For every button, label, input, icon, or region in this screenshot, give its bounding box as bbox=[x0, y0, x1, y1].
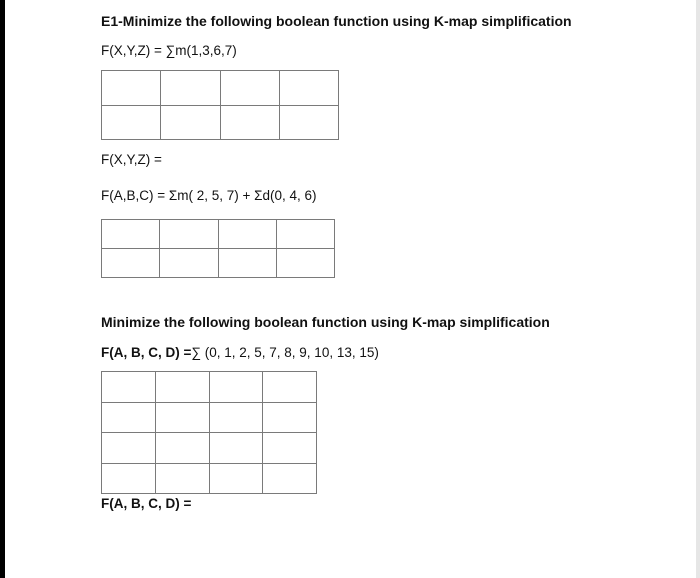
kmap-row bbox=[102, 249, 335, 278]
function2-expression: F(A,B,C) = Σm( 2, 5, 7) + Σd(0, 4, 6) bbox=[101, 188, 317, 203]
kmap-cell[interactable] bbox=[279, 71, 338, 106]
kmap-cell[interactable] bbox=[155, 402, 209, 433]
kmap-3var-2 bbox=[101, 219, 335, 278]
kmap-row bbox=[102, 105, 339, 140]
kmap-cell[interactable] bbox=[102, 71, 161, 106]
kmap-cell[interactable] bbox=[160, 249, 218, 278]
kmap-cell[interactable] bbox=[155, 463, 209, 494]
kmap-cell[interactable] bbox=[220, 71, 279, 106]
kmap-cell[interactable] bbox=[263, 433, 317, 464]
kmap-cell[interactable] bbox=[102, 372, 156, 403]
kmap-cell[interactable] bbox=[279, 105, 338, 140]
kmap-cell[interactable] bbox=[161, 71, 220, 106]
kmap-cell[interactable] bbox=[102, 402, 156, 433]
kmap-cell[interactable] bbox=[263, 402, 317, 433]
kmap-cell[interactable] bbox=[161, 105, 220, 140]
function3-expression bbox=[101, 346, 379, 360]
kmap-cell[interactable] bbox=[276, 220, 334, 249]
kmap-row bbox=[102, 220, 335, 249]
kmap-cell[interactable] bbox=[102, 105, 161, 140]
kmap-cell[interactable] bbox=[276, 249, 334, 278]
kmap-cell[interactable] bbox=[155, 433, 209, 464]
function1-expression: F(X,Y,Z) = ∑m(1,3,6,7) bbox=[101, 43, 237, 58]
kmap-cell[interactable] bbox=[263, 463, 317, 494]
kmap-cell[interactable] bbox=[218, 249, 276, 278]
function3-expression-lhs: F(A, B, C, D) = bbox=[101, 345, 192, 360]
kmap-cell[interactable] bbox=[155, 372, 209, 403]
kmap-cell[interactable] bbox=[102, 220, 160, 249]
kmap-cell[interactable] bbox=[102, 249, 160, 278]
kmap-cell[interactable] bbox=[209, 463, 263, 494]
kmap-cell[interactable] bbox=[102, 463, 156, 494]
kmap-cell[interactable] bbox=[220, 105, 279, 140]
kmap-4var bbox=[101, 371, 317, 494]
kmap-cell[interactable] bbox=[209, 402, 263, 433]
kmap-row bbox=[102, 372, 317, 403]
kmap-row bbox=[102, 402, 317, 433]
kmap-cell[interactable] bbox=[102, 433, 156, 464]
kmap-row bbox=[102, 433, 317, 464]
kmap-row bbox=[102, 463, 317, 494]
kmap-3var-1 bbox=[101, 70, 339, 140]
function3-answer-label: F(A, B, C, D) = bbox=[101, 496, 192, 511]
left-edge-bar bbox=[0, 0, 5, 578]
kmap-row bbox=[102, 71, 339, 106]
right-edge-bar bbox=[696, 0, 700, 578]
section1-heading: E1-Minimize the following boolean function using K-map simplification bbox=[101, 13, 572, 29]
kmap-cell[interactable] bbox=[218, 220, 276, 249]
function3-expression-rhs: ∑ (0, 1, 2, 5, 7, 8, 9, 10, 13, 15) bbox=[191, 345, 379, 360]
function1-answer-label: F(X,Y,Z) = bbox=[101, 152, 162, 167]
kmap-cell[interactable] bbox=[263, 372, 317, 403]
kmap-cell[interactable] bbox=[160, 220, 218, 249]
kmap-cell[interactable] bbox=[209, 433, 263, 464]
section2-heading: Minimize the following boolean function using K-map simplification bbox=[101, 314, 550, 330]
kmap-cell[interactable] bbox=[209, 372, 263, 403]
